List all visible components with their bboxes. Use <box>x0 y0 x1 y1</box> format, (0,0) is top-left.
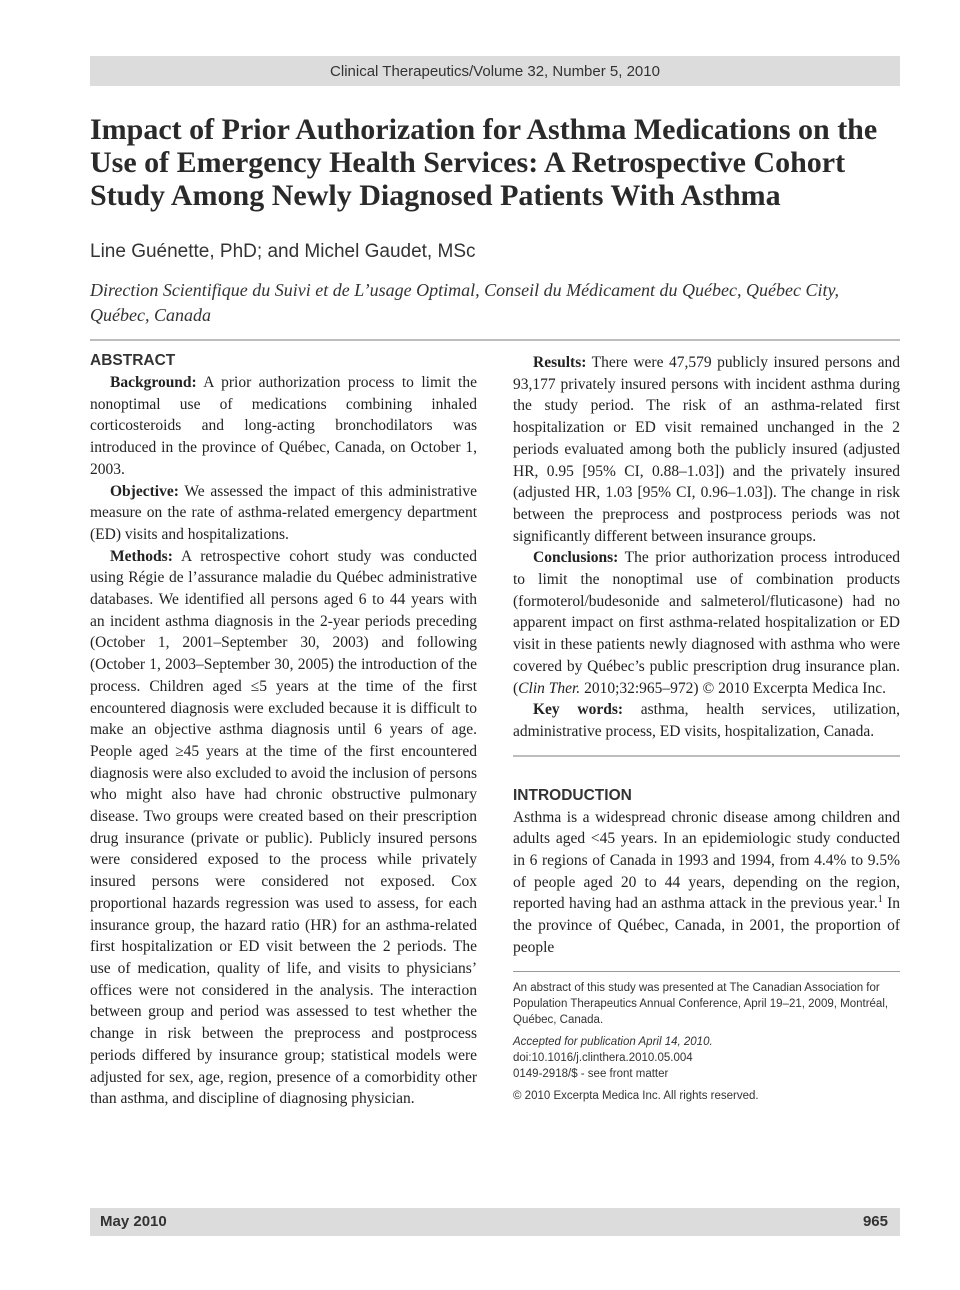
right-column <box>513 350 900 1104</box>
footnote-accepted: Accepted for publication April 14, 2010. <box>513 1035 713 1048</box>
objective-text: We assessed the impact of this administrative measure on the rate of asthma-related emergency department (ED) visits and hospitalizations. <box>90 482 477 543</box>
article-title: Impact of Prior Authorization for Asthma Medications on the Use of Emergency Health Services: A Retrospective Cohort Study Among Newly Diagnosed Patients With Asthma <box>90 113 878 212</box>
abstract-heading: ABSTRACT <box>90 352 176 369</box>
affiliation: Direction Scientifique du Suivi et de L’usage Optimal, Conseil du Médicament du Québec, Québec City, Québec, Canada <box>90 280 839 325</box>
journal-line: Clinical Therapeutics/Volume 32, Number 5, 2010 <box>330 62 660 80</box>
background-label: Background: <box>110 374 197 391</box>
footnote-presented: An abstract of this study was presented at The Canadian Association for Population Therapeutics Annual Conference, April 19–21, 2009, Montréal, Québec, Canada. <box>513 981 889 1026</box>
footnotes <box>513 980 900 1104</box>
left-column <box>90 350 477 1110</box>
page-footer-bar <box>90 1208 900 1236</box>
results-text: There were 47,579 publicly insured persons and 93,177 privately insured persons with incident asthma during the study period. The risk of an asthma-related first hospitalization or ED visit remained unchanged in the 2 periods evaluated among both the publicly insured (adjusted HR, 0.95 [95% CI, 0.88–1.03]) and the privately insured (adjusted HR, 1.03 [95% CI, 0.96–1.03]). The change in risk between the preprocess and postprocess periods was not significantly different between insurance groups. <box>513 354 900 545</box>
introduction-text-b: In the province of Québec, Canada, in 2001, the proportion of people <box>513 895 900 956</box>
abstract-divider <box>513 755 900 757</box>
introduction-text-a: Asthma is a widespread chronic disease among children and adults aged <45 years. In an epidemiologic study conducted in 6 regions of Canada in 1993 and 1994, from 4.4% to 9.5% of people aged 20 to 44 years, depending on the region, reported having had an asthma attack in the previous year. <box>513 808 900 913</box>
keywords-label: Key words: <box>533 701 624 719</box>
conclusions-text-b: 2010;32:965–972) © 2010 Excerpta Medica Inc. <box>580 679 886 697</box>
footnote-copyright: © 2010 Excerpta Medica Inc. All rights reserved. <box>513 1089 759 1102</box>
results-label: Results: <box>533 354 587 371</box>
footnote-divider <box>513 971 900 972</box>
abstract-conclusions <box>513 547 900 699</box>
conclusions-citation: Clin Ther. <box>518 679 581 697</box>
abstract-keywords <box>513 699 900 742</box>
authors: Line Guénette, PhD; and Michel Gaudet, MSc <box>90 241 476 262</box>
introduction-heading: INTRODUCTION <box>513 786 632 804</box>
reference-marker: 1 <box>877 894 883 906</box>
introduction-paragraph <box>513 807 900 959</box>
footnote-issn: 0149-2918/$ - see front matter <box>513 1067 669 1080</box>
background-text: A prior authorization process to limit the nonoptimal use of medications combining inhaled corticosteroids and long-acting bronchodilators was introduced in the province of Québec, Canada, on October 1, 2003. <box>90 374 477 478</box>
objective-label: Objective: <box>110 482 179 500</box>
keywords-text: asthma, health services, utilization, administrative process, ED visits, hospitalization, Canada. <box>513 701 901 740</box>
methods-text: A retrospective cohort study was conducted using Régie de l’assurance maladie du Québec administrative databases. We identified all persons aged 6 to 44 years with an incident asthma diagnosis in the 2-year periods preceding (October 1, 2001–September 30, 2003) and following (October 1, 2003–September 30, 2005) the introduction of the process. Children aged ≤5 years at the time of the first encountered diagnosis were excluded because it is difficult to make an objective asthma diagnosis until 6 years of age. People aged ≥45 years at the time of the first encountered diagnosis were also excluded to avoid the inclusion of persons who might also have had chronic obstructive pulmonary disease. Two groups were created based on their prescription drug insurance (private or public). Publicly insured persons were considered exposed to the process while privately insured persons were considered not exposed. Cox proportional hazards regression was used to assess, for each insurance group, the hazard ratio (HR) for an asthma-related first hospitalization or ED visit between the 2 periods. The use of medication, quality of life, and visits to physicians’ offices were not considered in the analysis. The interaction between group and period was assessed to test whether the change in risk between the preprocess and postprocess periods differed by insurance group; statistical models were adjusted for sex, age, region, presence of a comorbidity other than asthma, and discipline of diagnosing physician. <box>90 547 477 1108</box>
methods-label: Methods: <box>110 547 173 565</box>
footer-date: May 2010 <box>100 1213 167 1230</box>
abstract-objective <box>90 481 477 546</box>
conclusions-text-a: The prior authorization process introduced to limit the nonoptimal use of combination products (formoterol/budesonide and salmeterol/fluticasone) had no apparent impact on first asthma-related hospitalization or ED visit in these patients newly diagnosed with asthma who were covered by Québec’s public prescription drug insurance plan. ( <box>513 549 900 697</box>
page-number: 965 <box>862 1213 888 1230</box>
title-divider <box>90 339 900 341</box>
abstract-background <box>90 372 477 481</box>
footnote-doi: doi:10.1016/j.clinthera.2010.05.004 <box>513 1051 693 1064</box>
abstract-results <box>513 352 900 547</box>
journal-header-bar <box>90 56 900 86</box>
abstract-methods <box>90 546 477 1110</box>
conclusions-label: Conclusions: <box>533 549 619 567</box>
